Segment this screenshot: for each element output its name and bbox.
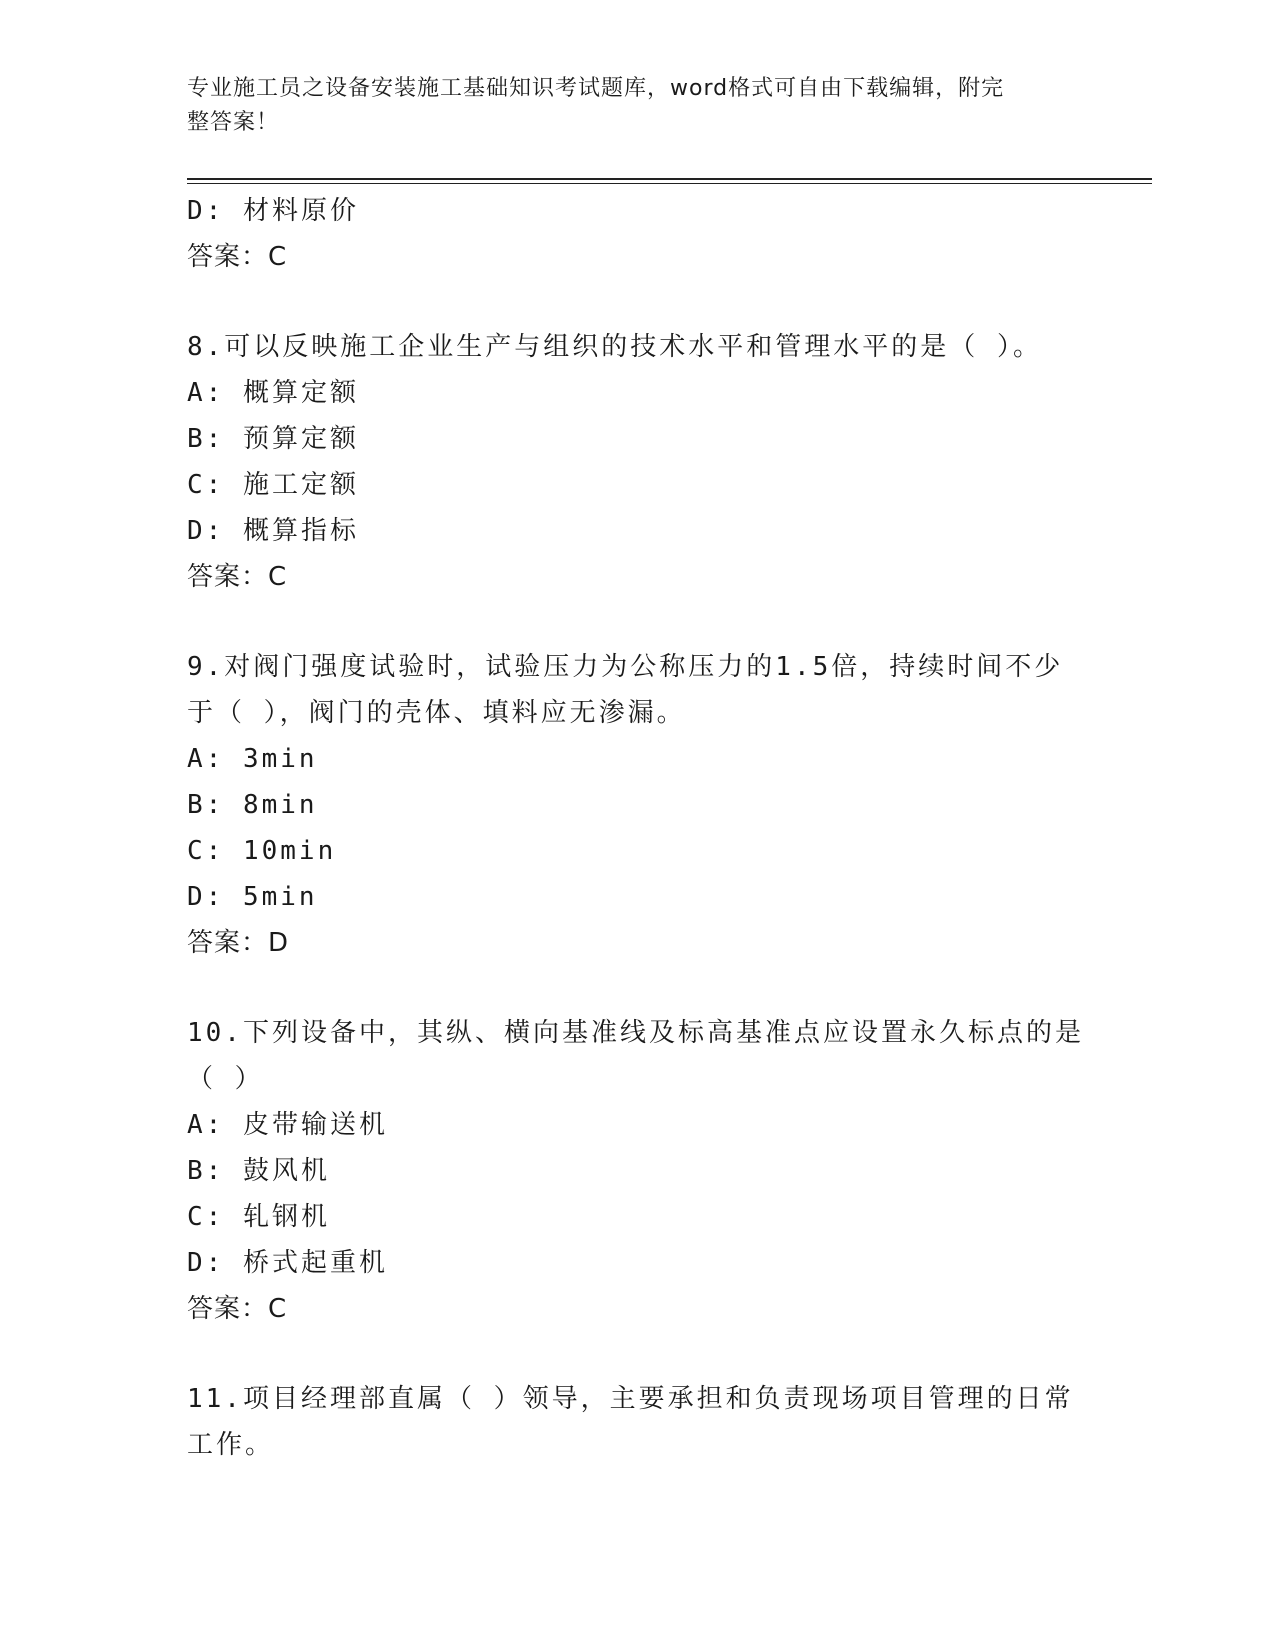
document-header	[187, 72, 1067, 140]
question-gap	[187, 280, 1152, 324]
q9-text-line-2: 于（ ），阀门的壳体、填料应无渗漏。	[187, 698, 686, 728]
question-content	[187, 188, 1152, 1468]
q10-option-a: A: 皮带输送机	[187, 1110, 388, 1140]
header-rule-thick	[187, 178, 1152, 180]
q8-option-d: D: 概算指标	[187, 516, 359, 546]
q11-text-line-2: 工作。	[187, 1430, 275, 1460]
header-line-2: 整答案！	[187, 110, 280, 135]
q7-option-d: D: 材料原价	[187, 196, 359, 226]
q7-answer: 答案：C	[187, 242, 288, 272]
q9-option-b: B: 8min	[187, 790, 318, 820]
header-line-1: 专业施工员之设备安装施工基础知识考试题库，word格式可自由下载编辑，附完	[187, 76, 1005, 101]
q8-option-c: C: 施工定额	[187, 470, 359, 500]
q10-option-d: D: 桥式起重机	[187, 1248, 388, 1278]
question-gap	[187, 1332, 1152, 1376]
q9-option-a: A: 3min	[187, 744, 318, 774]
question-10	[187, 1010, 1152, 1332]
q10-text-line-2: （ ）	[187, 1064, 264, 1094]
q9-option-d: D: 5min	[187, 882, 318, 912]
q8-option-a: A: 概算定额	[187, 378, 359, 408]
question-11	[187, 1376, 1152, 1468]
q8-text: 8.可以反映施工企业生产与组织的技术水平和管理水平的是（ ）。	[187, 332, 1042, 362]
q10-text-line-1: 10.下列设备中，其纵、横向基准线及标高基准点应设置永久标点的是	[187, 1018, 1084, 1048]
question-9	[187, 644, 1152, 966]
question-gap	[187, 600, 1152, 644]
q10-answer: 答案：C	[187, 1294, 288, 1324]
question-7-tail	[187, 188, 1152, 280]
q8-answer: 答案：C	[187, 562, 288, 592]
header-rule-thin	[187, 183, 1152, 184]
q9-option-c: C: 10min	[187, 836, 337, 866]
question-8	[187, 324, 1152, 600]
question-gap	[187, 966, 1152, 1010]
q9-text-line-1: 9.对阀门强度试验时，试验压力为公称压力的1.5倍，持续时间不少	[187, 652, 1064, 682]
document-page	[187, 0, 1152, 1650]
q9-answer: 答案：D	[187, 928, 290, 958]
q8-option-b: B: 预算定额	[187, 424, 359, 454]
q10-option-b: B: 鼓风机	[187, 1156, 330, 1186]
q10-option-c: C: 轧钢机	[187, 1202, 330, 1232]
q11-text-line-1: 11.项目经理部直属（ ）领导，主要承担和负责现场项目管理的日常	[187, 1384, 1074, 1414]
